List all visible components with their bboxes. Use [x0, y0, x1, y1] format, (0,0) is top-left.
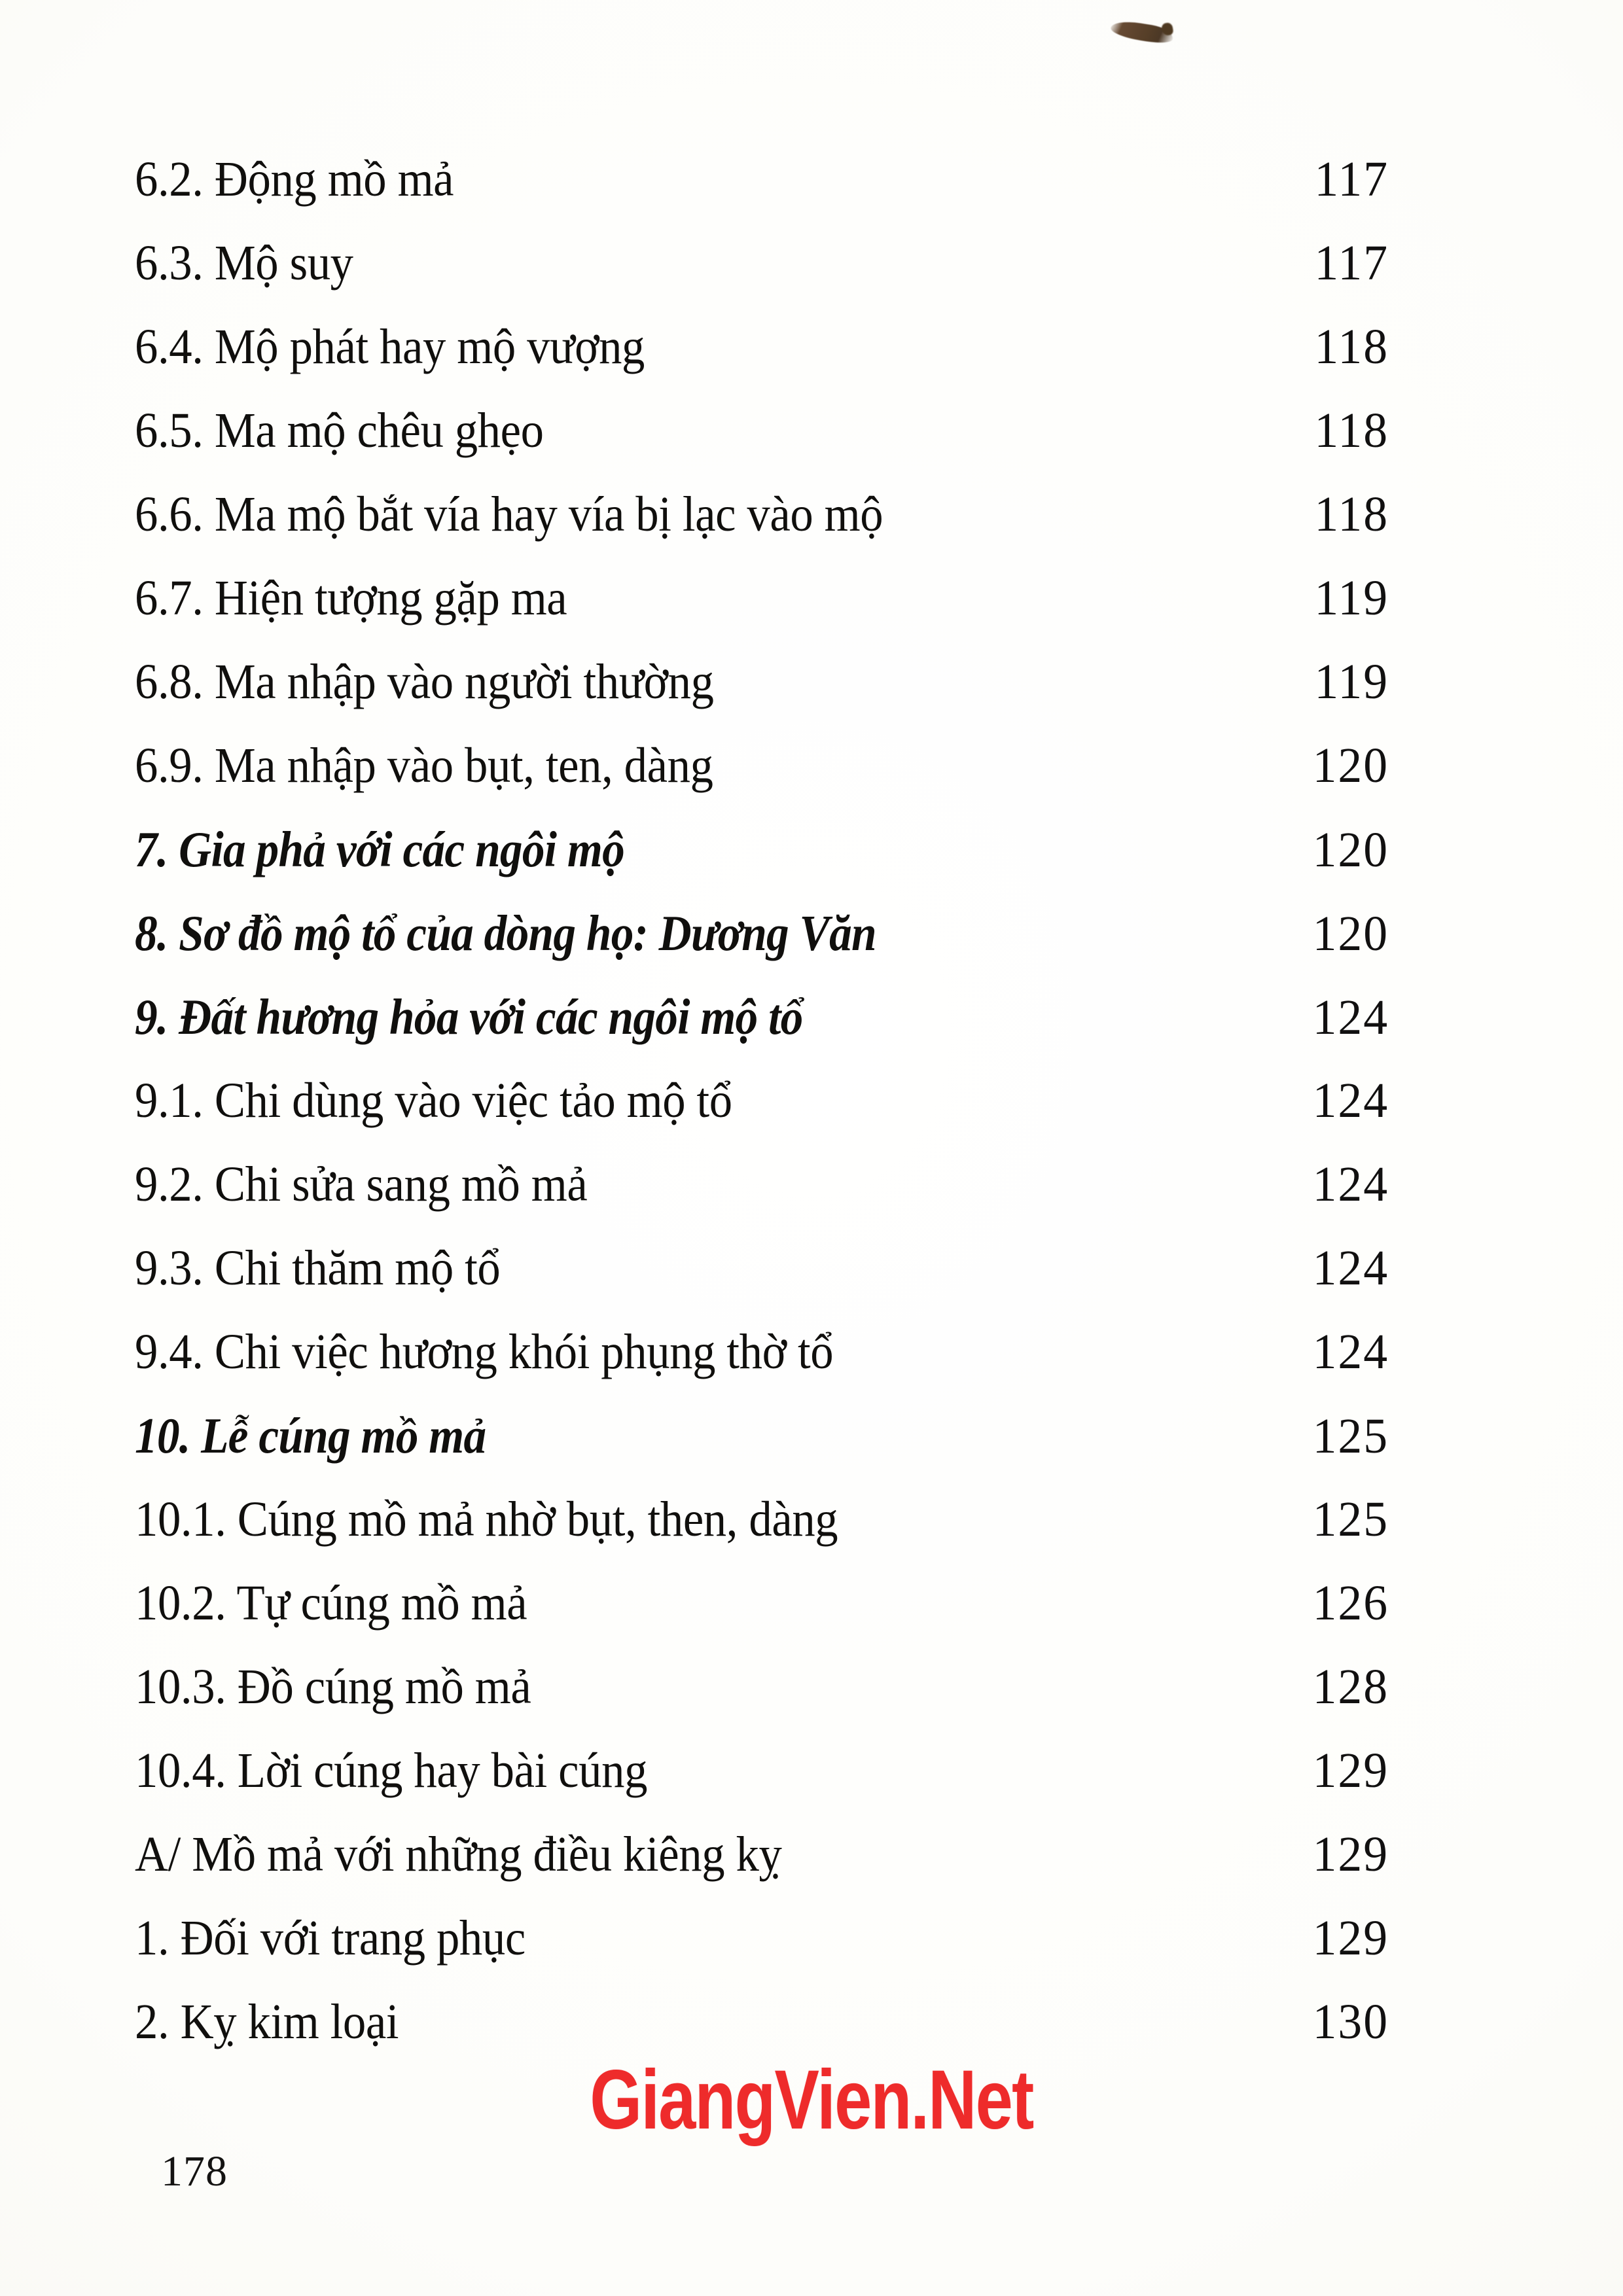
site-watermark: GiangVien.Net [590, 2053, 1033, 2147]
toc-entry[interactable] [0, 573, 1623, 657]
toc-entry-page-number: 124 [1312, 1324, 1389, 1379]
toc-entry-page-number: 129 [1312, 1911, 1389, 1966]
toc-entry-page-number: 125 [1312, 1409, 1389, 1464]
toc-entry[interactable] [0, 1829, 1623, 1913]
toc-entry-title: 10.4. Lời cúng hay bài cúng [135, 1743, 648, 1798]
toc-entry[interactable] [0, 654, 1623, 741]
toc-entry-title: 9. Đất hương hỏa với các ngôi mộ tổ [135, 989, 803, 1045]
toc-entry-page-number: 129 [1312, 1743, 1389, 1798]
toc-entry[interactable] [0, 1494, 1623, 1578]
toc-entry-title: 9.4. Chi việc hương khói phụng thờ tổ [135, 1324, 834, 1379]
toc-entry[interactable] [0, 821, 1623, 908]
toc-entry[interactable] [0, 489, 1623, 573]
toc-entry[interactable] [0, 1243, 1623, 1327]
toc-entry-page-number: 124 [1312, 990, 1389, 1045]
toc-entry-page-number: 118 [1314, 319, 1389, 374]
toc-entry-title: 8. Sơ đồ mộ tổ của dòng họ: Dương Văn [135, 905, 876, 961]
toc-entry[interactable] [0, 1407, 1623, 1494]
toc-entry-page-number: 124 [1312, 1073, 1389, 1128]
toc-entry-page-number: 124 [1312, 1241, 1389, 1296]
toc-entry[interactable] [0, 319, 1623, 406]
toc-entry[interactable] [0, 738, 1623, 824]
toc-entry[interactable] [0, 989, 1623, 1076]
toc-entry[interactable] [0, 1159, 1623, 1243]
toc-entry-title: 9.3. Chi thăm mộ tổ [135, 1241, 501, 1296]
toc-entry-page-number: 129 [1312, 1827, 1389, 1882]
toc-entry-title: 10.3. Đồ cúng mồ mả [135, 1659, 531, 1714]
toc-entry-title: 6.6. Ma mộ bắt vía hay vía bị lạc vào mộ [135, 487, 883, 542]
toc-entry[interactable] [0, 1659, 1623, 1746]
toc-entry-title: 10.2. Tự cúng mồ mả [135, 1576, 527, 1631]
toc-entry-page-number: 119 [1314, 571, 1389, 626]
toc-entry-page-number: 117 [1314, 236, 1389, 291]
toc-entry-title: 6.4. Mộ phát hay mộ vượng [135, 319, 645, 374]
toc-entry-page-number: 118 [1314, 487, 1389, 542]
toc-entry-title: A/ Mồ mả với những điều kiêng kỵ [135, 1827, 782, 1882]
scan-smudge-artifact [1110, 19, 1175, 46]
toc-entry-page-number: 118 [1314, 403, 1389, 458]
toc-entry[interactable] [0, 1743, 1623, 1829]
toc-entry-title: 6.8. Ma nhập vào người thường [135, 654, 714, 709]
toc-entry[interactable] [0, 1578, 1623, 1662]
toc-entry-title: 2. Kỵ kim loại [135, 1994, 399, 2049]
toc-entry-page-number: 130 [1312, 1994, 1389, 2049]
toc-entry-title: 6.2. Động mồ mả [135, 152, 454, 207]
toc-entry[interactable] [0, 1324, 1623, 1411]
toc-entry[interactable] [0, 905, 1623, 992]
toc-entry-title: 9.2. Chi sửa sang mồ mả [135, 1157, 588, 1212]
table-of-contents-list [0, 154, 1623, 2081]
toc-entry-page-number: 128 [1312, 1659, 1389, 1714]
toc-entry[interactable] [0, 403, 1623, 489]
toc-entry-page-number: 120 [1312, 906, 1389, 961]
toc-entry-page-number: 120 [1312, 822, 1389, 877]
toc-entry-title: 1. Đối với trang phục [135, 1911, 526, 1966]
toc-entry-title: 6.7. Hiện tượng gặp ma [135, 571, 567, 626]
toc-entry[interactable] [0, 1073, 1623, 1159]
toc-entry-title: 10. Lễ cúng mồ mả [135, 1407, 486, 1464]
toc-entry-title: 10.1. Cúng mồ mả nhờ bụt, then, dàng [135, 1492, 838, 1547]
page-folio-number: 178 [161, 2147, 228, 2195]
toc-entry-title: 9.1. Chi dùng vào việc tảo mộ tổ [135, 1073, 732, 1128]
toc-entry-title: 6.9. Ma nhập vào bụt, ten, dàng [135, 738, 713, 793]
toc-entry[interactable] [0, 154, 1623, 238]
toc-entry-page-number: 124 [1312, 1157, 1389, 1212]
toc-entry-title: 7. Gia phả với các ngôi mộ [135, 821, 625, 877]
toc-entry[interactable] [0, 1913, 1623, 1997]
toc-entry[interactable] [0, 238, 1623, 322]
toc-entry-title: 6.5. Ma mộ chêu ghẹo [135, 403, 544, 458]
toc-entry-page-number: 120 [1312, 738, 1389, 793]
toc-entry-page-number: 117 [1314, 152, 1389, 207]
toc-entry-page-number: 126 [1312, 1576, 1389, 1631]
toc-entry-title: 6.3. Mộ suy [135, 236, 353, 291]
toc-entry-page-number: 125 [1312, 1492, 1389, 1547]
toc-entry-page-number: 119 [1314, 654, 1389, 709]
